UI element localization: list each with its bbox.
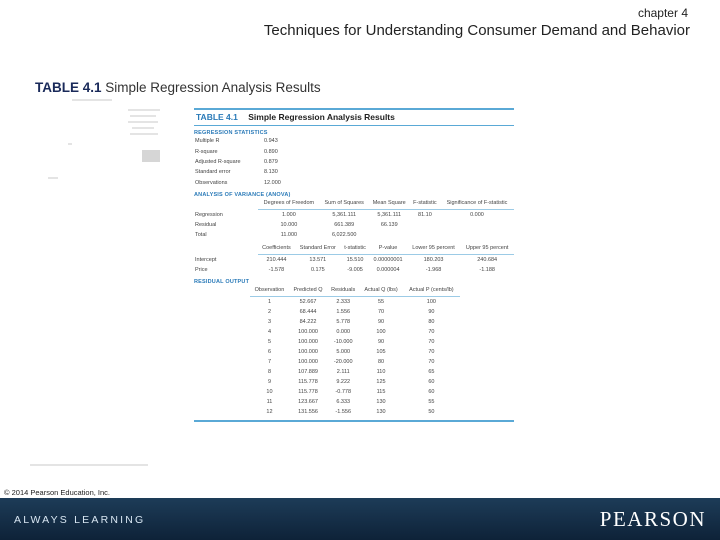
- cell: 100: [376, 328, 386, 335]
- cell: 107.889: [298, 368, 318, 375]
- cell: 81.10: [418, 211, 432, 218]
- footer-tagline: ALWAYS LEARNING: [14, 514, 146, 526]
- cell: 131.556: [298, 408, 318, 415]
- cell: 70: [428, 328, 435, 335]
- slide-title: Techniques for Understanding Consumer Demand and Behavior: [263, 22, 690, 39]
- cell: 240.684: [477, 256, 498, 263]
- cell: 123.667: [298, 398, 318, 405]
- table-row: [194, 265, 514, 275]
- cell: 6,022.500: [331, 231, 357, 238]
- cell: -9.005: [347, 266, 363, 273]
- cell: 6.333: [336, 398, 351, 405]
- pearson-logo: PEARSON: [599, 507, 706, 531]
- cell: 5.000: [336, 348, 351, 355]
- cell: [369, 230, 410, 240]
- cell: 10.000: [280, 221, 298, 228]
- column-header: P-value: [369, 243, 406, 254]
- row-label: Total: [195, 231, 207, 238]
- table-bottom-rule: [194, 420, 514, 422]
- faded-page-artifact: [28, 98, 168, 468]
- table-caption: [35, 80, 321, 95]
- cell: 65: [428, 368, 435, 375]
- table-title: Simple Regression Analysis Results: [248, 112, 395, 122]
- table-row: [250, 387, 460, 397]
- caption-text: Simple Regression Analysis Results: [105, 80, 321, 95]
- cell: 70: [428, 338, 435, 345]
- column-header: F-statistic: [410, 198, 440, 209]
- cell: 1.000: [282, 211, 296, 218]
- cell: 2.333: [336, 298, 351, 305]
- stat-label: Adjusted R-square: [195, 158, 241, 165]
- stat-label: R-square: [195, 148, 218, 155]
- column-header: Lower 95 percent: [407, 243, 461, 254]
- regression-stats-heading: REGRESSION STATISTICS: [194, 130, 268, 136]
- column-header: Degrees of Freedom: [258, 198, 320, 209]
- cell: 0.00000001: [373, 256, 403, 263]
- column-header: Observation: [250, 285, 289, 296]
- cell: 8: [267, 368, 271, 375]
- coefficients-table: [194, 243, 514, 275]
- stat-value: 12.000: [264, 179, 281, 186]
- copyright-notice: © 2014 Pearson Education, Inc.: [4, 488, 111, 497]
- cell: 84.222: [299, 318, 317, 325]
- column-header: Residuals: [327, 285, 359, 296]
- cell: 12: [266, 408, 273, 415]
- column-header: t-statistic: [341, 243, 370, 254]
- cell: 100: [426, 298, 436, 305]
- stat-label: Observations: [195, 179, 228, 186]
- anova-table: [194, 198, 514, 240]
- cell: -1.188: [479, 266, 495, 273]
- cell: 125: [376, 378, 386, 385]
- table-row: [250, 377, 460, 387]
- caption-number: TABLE 4.1: [35, 80, 102, 95]
- table-header-row: [250, 285, 460, 296]
- stat-value: 0.943: [264, 138, 278, 145]
- cell: 6: [267, 348, 271, 355]
- cell: 55: [428, 398, 435, 405]
- cell: 66.139: [380, 221, 398, 228]
- cell: 2: [267, 308, 271, 315]
- cell: 10: [266, 388, 273, 395]
- cell: 130: [376, 398, 386, 405]
- table-row: [250, 407, 460, 417]
- table-row: [194, 157, 514, 167]
- cell: 115.778: [298, 378, 318, 385]
- cell: 1.556: [336, 308, 351, 315]
- cell: 11.000: [280, 231, 298, 238]
- regression-stats-table: [194, 136, 514, 188]
- cell: [440, 230, 514, 240]
- anova-heading: ANALYSIS OF VARIANCE (ANOVA): [194, 191, 291, 198]
- row-label: Price: [195, 266, 208, 273]
- cell: 5: [267, 338, 271, 345]
- cell: 15.510: [346, 256, 364, 263]
- residual-output-heading: RESIDUAL OUTPUT: [194, 278, 250, 285]
- cell: 60: [428, 378, 435, 385]
- column-header: Standard Error: [295, 243, 341, 254]
- cell: 5,361.111: [377, 211, 402, 218]
- stat-value: 0.890: [264, 148, 278, 155]
- cell: -1.556: [335, 408, 352, 415]
- table-row: [194, 254, 514, 265]
- table-row: [250, 307, 460, 317]
- cell: 110: [376, 368, 386, 375]
- table-row: [194, 230, 514, 240]
- cell: 50: [428, 408, 435, 415]
- cell: 70: [428, 358, 435, 365]
- residual-output-table: [250, 285, 460, 417]
- cell: [410, 220, 440, 230]
- column-header: Predicted Q: [289, 285, 327, 296]
- cell: 11: [266, 398, 273, 405]
- table-row: [194, 167, 514, 177]
- cell: 0.175: [310, 266, 325, 273]
- footer-bar: [0, 498, 720, 540]
- cell: 0.000004: [376, 266, 400, 273]
- row-label: Regression: [195, 211, 223, 218]
- table-header-row: [194, 198, 514, 209]
- cell: 9: [267, 378, 271, 385]
- table-row: [250, 357, 460, 367]
- cell: 661.389: [334, 221, 355, 228]
- table-row: [250, 367, 460, 377]
- column-header: Significance of F-statistic: [440, 198, 514, 209]
- cell: -1.578: [268, 266, 285, 273]
- column-header: Actual Q (lbs): [359, 285, 402, 296]
- table-row: [250, 337, 460, 347]
- cell: 3: [267, 318, 271, 325]
- cell: 1: [267, 298, 271, 305]
- table-row: [194, 209, 514, 220]
- table-row: [194, 220, 514, 230]
- cell: 4: [267, 328, 271, 335]
- cell: 70: [428, 348, 435, 355]
- cell: 180.203: [423, 256, 444, 263]
- cell: 9.222: [336, 378, 351, 385]
- table-row: [250, 327, 460, 337]
- row-label: Intercept: [195, 256, 217, 263]
- cell: 0.000: [470, 211, 484, 218]
- chapter-label: chapter 4: [637, 6, 688, 20]
- stat-value: 0.879: [264, 158, 278, 165]
- table-row: [194, 178, 514, 188]
- table-header: [194, 108, 514, 126]
- table-row: [250, 347, 460, 357]
- table-header-row: [194, 243, 514, 254]
- regression-table: [194, 108, 514, 422]
- cell: 13.571: [309, 256, 327, 263]
- table-number: TABLE 4.1: [196, 112, 238, 122]
- table-row: [194, 136, 514, 146]
- stat-value: 8.130: [264, 169, 278, 176]
- cell: 52.667: [299, 298, 317, 305]
- cell: 80: [428, 318, 435, 325]
- column-header: Mean Square: [369, 198, 410, 209]
- cell: -1.968: [425, 266, 442, 273]
- cell: [410, 230, 440, 240]
- cell: 130: [376, 408, 386, 415]
- table-row: [250, 296, 460, 307]
- cell: -0.778: [335, 388, 352, 395]
- cell: 90: [377, 318, 385, 325]
- cell: [440, 220, 514, 230]
- cell: 68.444: [299, 308, 317, 315]
- column-header: Upper 95 percent: [460, 243, 514, 254]
- cell: 0.000: [336, 328, 351, 335]
- stat-label: Multiple R: [195, 138, 220, 145]
- cell: 60: [428, 388, 435, 395]
- stat-label: Standard error: [195, 169, 231, 176]
- cell: 7: [267, 358, 271, 365]
- cell: 2.111: [336, 368, 350, 375]
- table-row: [194, 146, 514, 156]
- table-row: [250, 397, 460, 407]
- cell: 100.000: [298, 348, 318, 355]
- cell: 115.778: [298, 388, 318, 395]
- table-row: [250, 317, 460, 327]
- cell: 100.000: [298, 338, 318, 345]
- cell: 5,361.111: [332, 211, 357, 218]
- cell: 70: [377, 308, 385, 315]
- cell: 210.444: [266, 256, 287, 263]
- cell: 55: [377, 298, 385, 305]
- column-header: Coefficients: [258, 243, 295, 254]
- cell: 105: [376, 348, 386, 355]
- cell: -20.000: [333, 358, 353, 365]
- cell: 5.778: [336, 318, 351, 325]
- cell: 90: [377, 338, 385, 345]
- cell: 115: [376, 388, 386, 395]
- cell: 90: [428, 308, 435, 315]
- cell: 80: [377, 358, 385, 365]
- row-label: Residual: [195, 221, 217, 228]
- cell: 100.000: [298, 328, 318, 335]
- cell: 100.000: [298, 358, 318, 365]
- column-header: Sum of Squares: [320, 198, 369, 209]
- cell: -10.000: [333, 338, 353, 345]
- column-header: Actual P (cents/lb): [403, 285, 460, 296]
